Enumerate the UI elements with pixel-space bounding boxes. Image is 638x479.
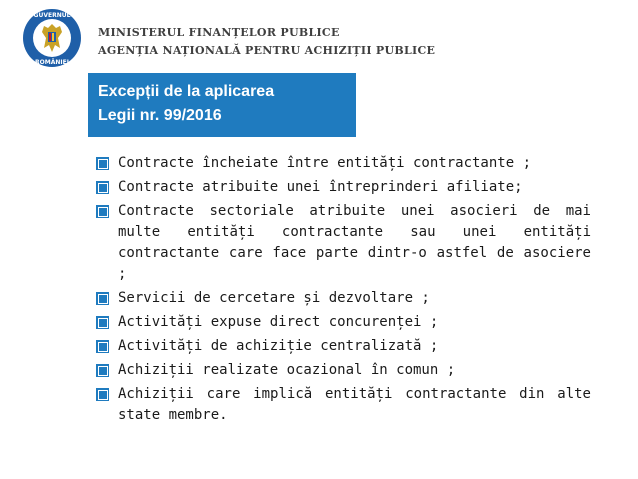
svg-text:ROMÂNIEI: ROMÂNIEI <box>35 59 69 66</box>
agency-name: AGENȚIA NAȚIONALĂ PENTRU ACHIZIȚII PUBLICE <box>98 44 436 57</box>
list-item <box>96 312 591 333</box>
slide-title <box>88 73 356 137</box>
slide-title-line2: Legii nr. 99/2016 <box>98 107 222 124</box>
list-item <box>96 153 591 174</box>
list-item-text: Activități expuse direct concurenței ; <box>118 314 439 330</box>
slide-title-line1: Excepții de la aplicarea <box>98 83 275 100</box>
checkbox-square-icon <box>96 157 109 170</box>
list-item-text: Achiziții realizate ocazional în comun ; <box>118 362 456 378</box>
list-item-text: Contracte atribuite unei întreprinderi afiliate; <box>118 179 523 195</box>
checkbox-square-icon <box>96 388 109 401</box>
ministry-header <box>98 24 435 60</box>
list-item-text: Achiziții care implică entități contractante din alte state membre. <box>118 386 591 423</box>
romanian-government-crest-icon <box>22 8 82 68</box>
list-item <box>96 360 591 381</box>
list-item <box>96 288 591 309</box>
checkbox-square-icon <box>96 205 109 218</box>
checkbox-square-icon <box>96 316 109 329</box>
list-item <box>96 177 591 198</box>
list-item <box>96 201 591 285</box>
checkbox-square-icon <box>96 364 109 377</box>
list-item-text: Activități de achiziție centralizată ; <box>118 338 439 354</box>
checkbox-square-icon <box>96 340 109 353</box>
list-item-text: Contracte sectoriale atribuite unei asocieri de mai multe entități contractante sau unei entități contractante care face parte dintr-o astfel de asociere ; <box>118 203 591 282</box>
ministry-name: MINISTERUL FINANȚELOR PUBLICE <box>98 26 340 39</box>
svg-text:GUVERNUL: GUVERNUL <box>33 12 71 19</box>
checkbox-square-icon <box>96 181 109 194</box>
list-item-text: Servicii de cercetare și dezvoltare ; <box>118 290 430 306</box>
list-item <box>96 336 591 357</box>
checkbox-square-icon <box>96 292 109 305</box>
list-item-text: Contracte încheiate între entități contractante ; <box>118 155 532 171</box>
exceptions-list <box>96 153 591 429</box>
header <box>22 6 82 70</box>
list-item <box>96 384 591 426</box>
